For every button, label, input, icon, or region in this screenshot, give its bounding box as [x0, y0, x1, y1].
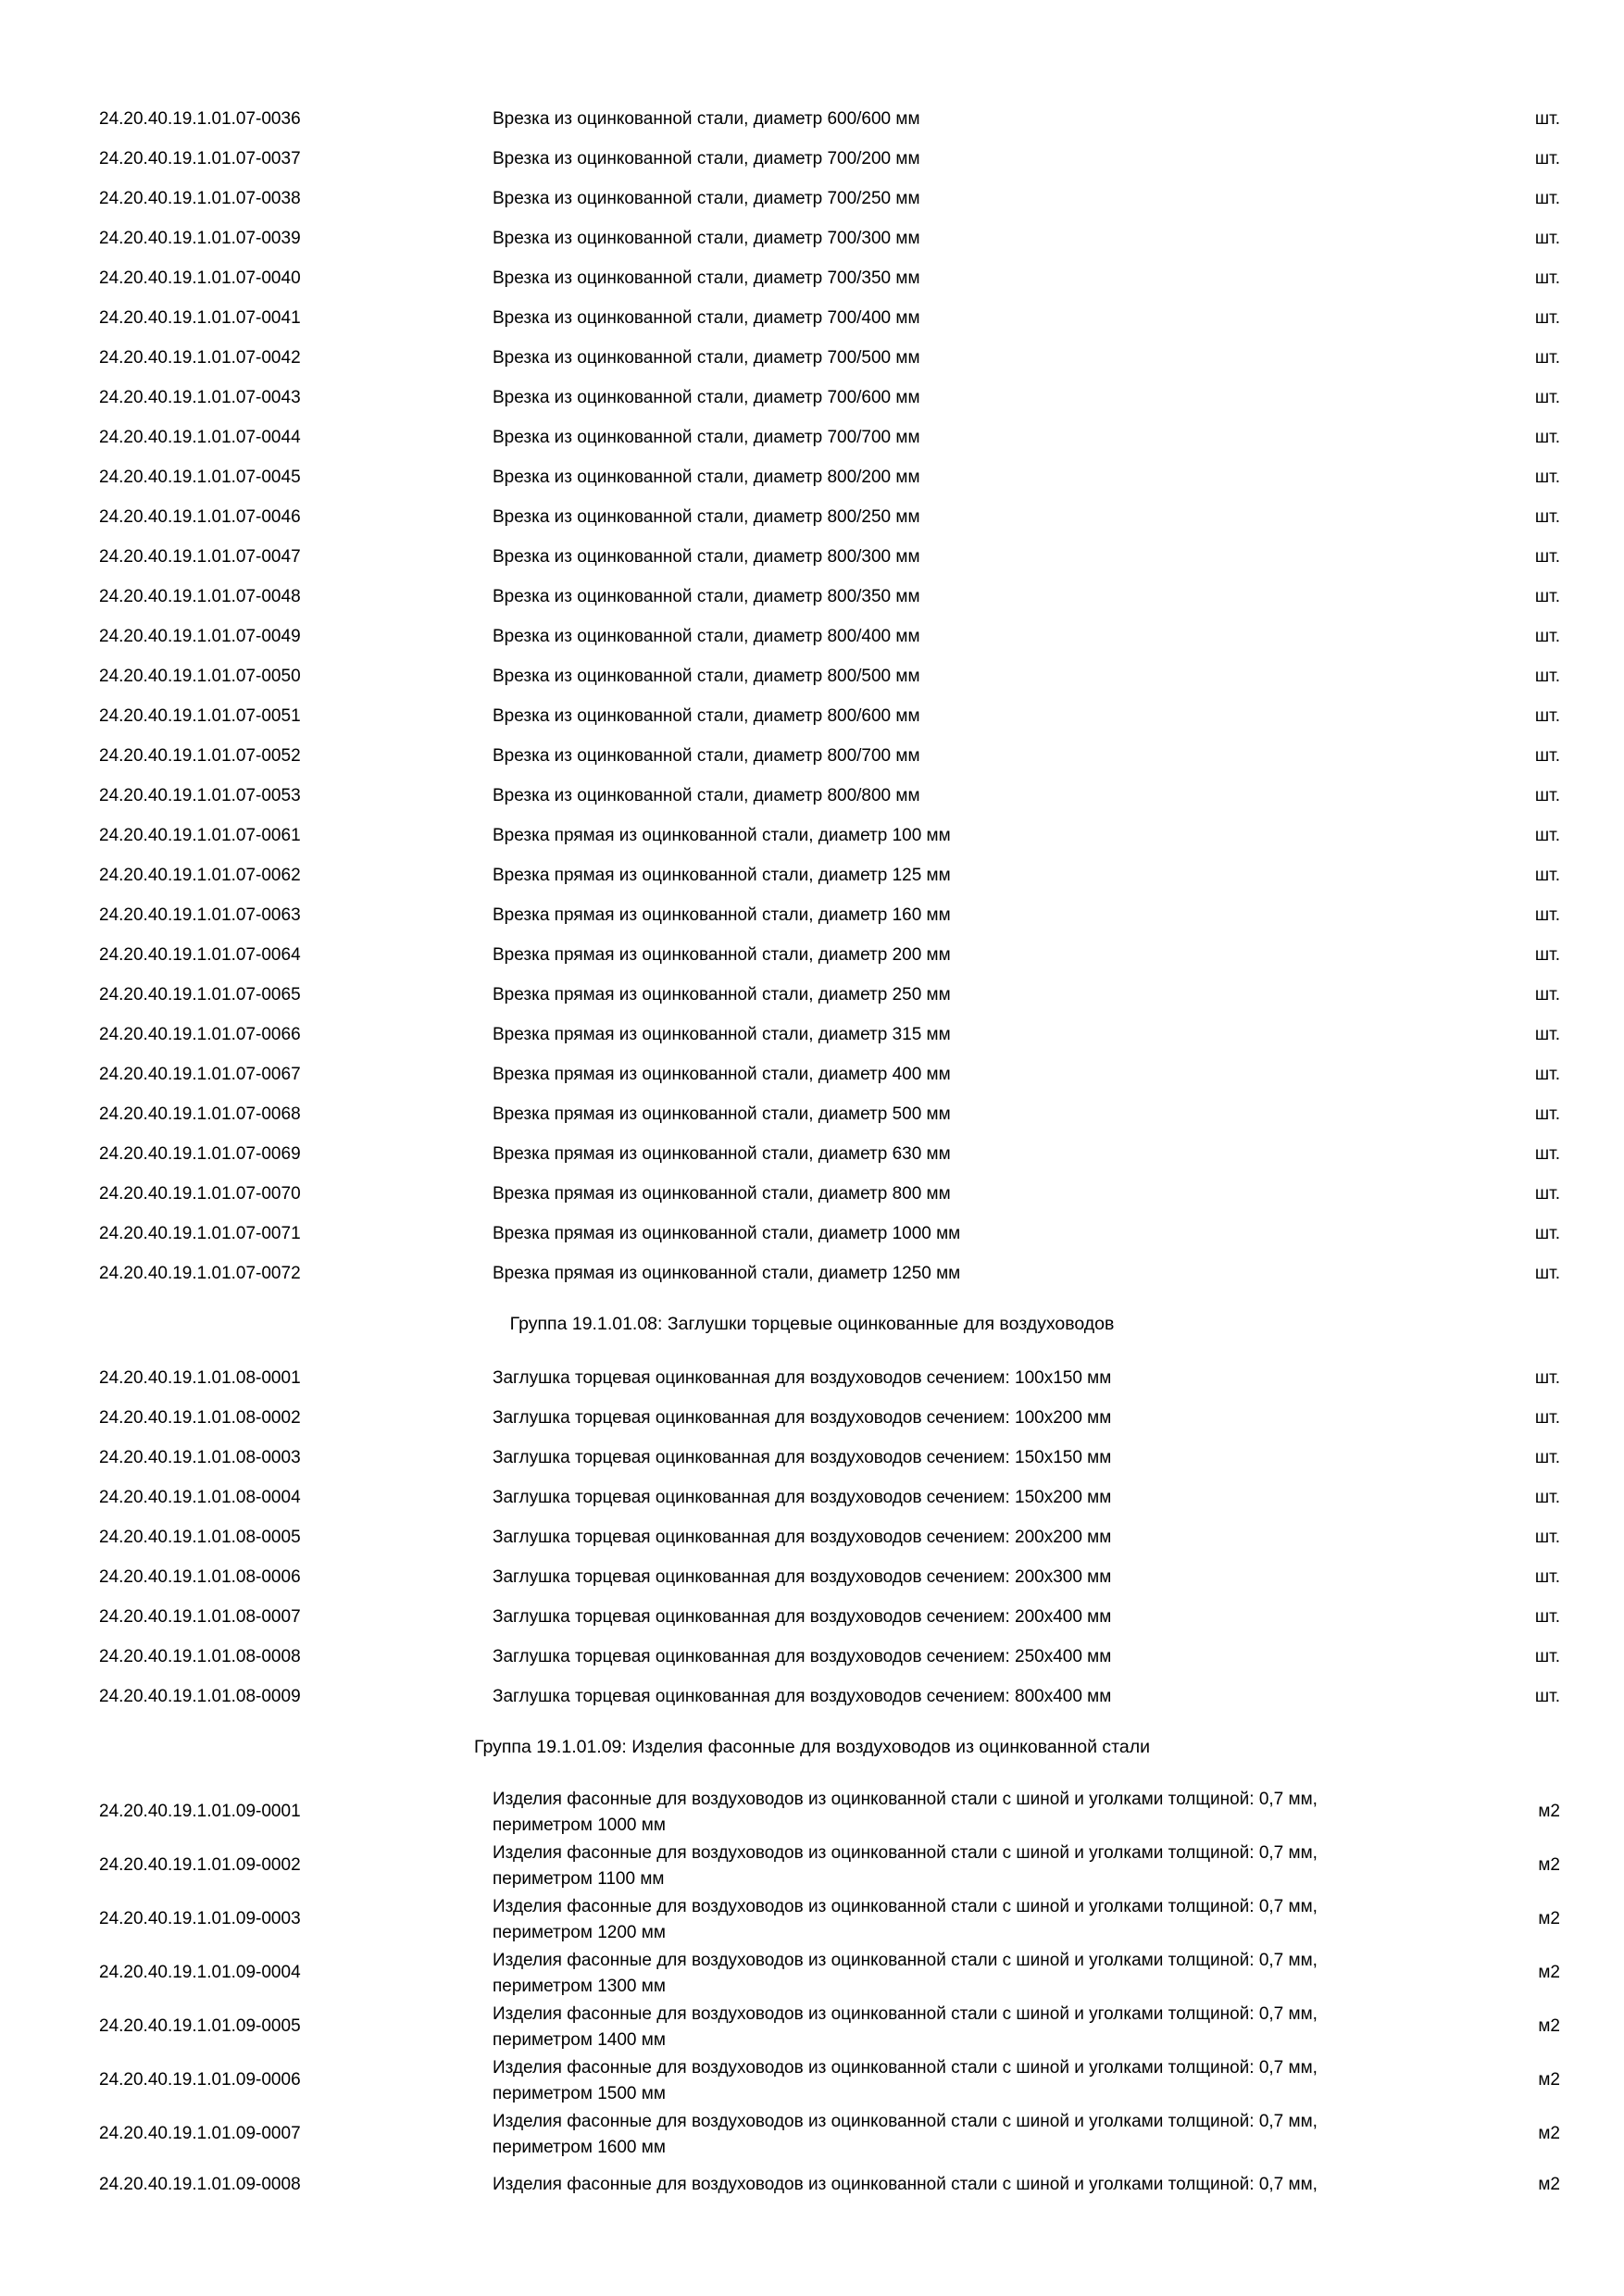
row-name: Заглушка торцевая оцинкованная для воздуховодов сечением: 800х400 мм: [493, 1686, 1112, 1706]
row-name: Врезка из оцинкованной стали, диаметр 800/350 мм: [493, 586, 920, 606]
row-name: [493, 1894, 1428, 1946]
row-unit: шт.: [1534, 1407, 1560, 1428]
row-unit: шт.: [1534, 944, 1560, 965]
table-row: [0, 218, 1624, 258]
row-name-line2: периметром 1200 мм: [493, 1923, 666, 1942]
row-name-line2: периметром 1600 мм: [493, 2138, 666, 2157]
row-name: Врезка из оцинкованной стали, диаметр 800/250 мм: [493, 506, 920, 527]
row-code: 24.20.40.19.1.01.07-0042: [99, 347, 301, 368]
row-name: Врезка прямая из оцинкованной стали, диаметр 160 мм: [493, 905, 951, 925]
row-unit: м2: [1538, 1909, 1560, 1928]
table-row: [0, 1094, 1624, 1134]
row-unit: шт.: [1534, 1487, 1560, 1507]
row-name-line1: Изделия фасонные для воздуховодов из оцинкованной стали с шиной и уголками толщиной: 0,7 мм,: [493, 2004, 1318, 2024]
row-code: 24.20.40.19.1.01.07-0036: [99, 108, 301, 129]
row-unit: шт.: [1534, 228, 1560, 248]
table-row: [0, 736, 1624, 776]
row-code: 24.20.40.19.1.01.08-0009: [99, 1686, 301, 1706]
row-name: Врезка из оцинкованной стали, диаметр 800/300 мм: [493, 546, 920, 567]
table-row: [0, 1478, 1624, 1517]
row-code: 24.20.40.19.1.01.07-0062: [99, 865, 301, 885]
row-code: 24.20.40.19.1.01.07-0039: [99, 228, 301, 248]
row-code: 24.20.40.19.1.01.08-0006: [99, 1566, 301, 1587]
row-code: 24.20.40.19.1.01.07-0040: [99, 268, 301, 288]
row-code: 24.20.40.19.1.01.08-0004: [99, 1487, 301, 1507]
row-code: 24.20.40.19.1.01.08-0007: [99, 1606, 301, 1627]
row-code: 24.20.40.19.1.01.08-0001: [99, 1367, 301, 1388]
table-row: [0, 1214, 1624, 1254]
table-row: [0, 1517, 1624, 1557]
table-row: [0, 418, 1624, 457]
row-unit: шт.: [1534, 427, 1560, 447]
row-code: 24.20.40.19.1.01.07-0070: [99, 1183, 301, 1204]
row-unit: шт.: [1534, 1686, 1560, 1706]
row-name: [493, 2055, 1428, 2107]
row-name: Врезка из оцинкованной стали, диаметр 700/250 мм: [493, 188, 920, 208]
table-row: [0, 776, 1624, 816]
row-unit: м2: [1538, 2016, 1560, 2036]
table-row: [0, 179, 1624, 218]
table-row: [0, 1438, 1624, 1478]
table-row: [0, 895, 1624, 935]
table-row: [0, 2000, 1624, 2053]
row-unit: шт.: [1534, 905, 1560, 925]
row-code: 24.20.40.19.1.01.09-0007: [99, 2124, 301, 2143]
row-unit: шт.: [1534, 705, 1560, 726]
row-name: Врезка прямая из оцинкованной стали, диаметр 500 мм: [493, 1104, 951, 1124]
row-unit: шт.: [1534, 268, 1560, 288]
table-row: [0, 139, 1624, 179]
row-unit: шт.: [1534, 1367, 1560, 1388]
row-unit: шт.: [1534, 1447, 1560, 1467]
table-row: [0, 816, 1624, 855]
group-heading: [0, 1301, 1624, 1347]
row-name: Заглушка торцевая оцинкованная для воздуховодов сечением: 200х400 мм: [493, 1606, 1112, 1627]
row-name: [493, 2002, 1428, 2053]
table-row: [0, 2053, 1624, 2107]
group-title: Группа 19.1.01.09: Изделия фасонные для воздуховодов из оцинкованной стали: [474, 1736, 1150, 1757]
row-name-line1: Изделия фасонные для воздуховодов из оцинкованной стали с шиной и уголками толщиной: 0,7 мм,: [493, 1897, 1318, 1916]
row-unit: шт.: [1534, 188, 1560, 208]
table-row: [0, 1358, 1624, 1398]
table-row: [0, 1677, 1624, 1716]
table-row: [0, 1839, 1624, 1892]
row-name: Врезка из оцинкованной стали, диаметр 800/600 мм: [493, 705, 920, 726]
row-name: Врезка прямая из оцинкованной стали, диаметр 100 мм: [493, 825, 951, 845]
row-name: Врезка прямая из оцинкованной стали, диаметр 800 мм: [493, 1183, 951, 1204]
row-code: 24.20.40.19.1.01.09-0005: [99, 2016, 301, 2036]
row-code: 24.20.40.19.1.01.07-0038: [99, 188, 301, 208]
row-unit: шт.: [1534, 1606, 1560, 1627]
row-name: Врезка из оцинкованной стали, диаметр 700/600 мм: [493, 387, 920, 407]
row-name: Врезка из оцинкованной стали, диаметр 600/600 мм: [493, 108, 920, 129]
row-name: Врезка из оцинкованной стали, диаметр 700/500 мм: [493, 347, 920, 368]
row-name: Врезка из оцинкованной стали, диаметр 800/800 мм: [493, 785, 920, 805]
row-code: 24.20.40.19.1.01.07-0048: [99, 586, 301, 606]
table-row: [0, 1054, 1624, 1094]
row-name: Врезка прямая из оцинкованной стали, диаметр 1000 мм: [493, 1223, 961, 1243]
row-unit: шт.: [1534, 984, 1560, 1004]
row-name: Врезка прямая из оцинкованной стали, диаметр 250 мм: [493, 984, 951, 1004]
row-code: 24.20.40.19.1.01.07-0071: [99, 1223, 301, 1243]
row-unit: шт.: [1534, 626, 1560, 646]
table-row: [0, 2165, 1624, 2204]
row-code: 24.20.40.19.1.01.07-0068: [99, 1104, 301, 1124]
row-unit: шт.: [1534, 1024, 1560, 1044]
row-name-line1: Изделия фасонные для воздуховодов из оцинкованной стали с шиной и уголками толщиной: 0,7 мм,: [493, 2058, 1318, 2078]
row-unit: шт.: [1534, 347, 1560, 368]
row-name-line2: периметром 1400 мм: [493, 2030, 666, 2050]
row-unit: м2: [1538, 2070, 1560, 2090]
table-row: [0, 298, 1624, 338]
table-row: [0, 99, 1624, 139]
row-name: Заглушка торцевая оцинкованная для воздуховодов сечением: 200х200 мм: [493, 1527, 1112, 1547]
row-unit: шт.: [1534, 865, 1560, 885]
row-name: Врезка из оцинкованной стали, диаметр 800/400 мм: [493, 626, 920, 646]
table-row: [0, 2107, 1624, 2161]
table-row: [0, 577, 1624, 617]
table-row: [0, 1254, 1624, 1293]
row-unit: шт.: [1534, 825, 1560, 845]
table-row: [0, 656, 1624, 696]
row-name-line1: Изделия фасонные для воздуховодов из оцинкованной стали с шиной и уголками толщиной: 0,7 мм,: [493, 2112, 1318, 2131]
row-name-line1: Изделия фасонные для воздуховодов из оцинкованной стали с шиной и уголками толщиной: 0,7 мм,: [493, 1843, 1318, 1863]
row-code: 24.20.40.19.1.01.07-0047: [99, 546, 301, 567]
row-name: Врезка прямая из оцинкованной стали, диаметр 315 мм: [493, 1024, 951, 1044]
row-unit: шт.: [1534, 387, 1560, 407]
row-unit: шт.: [1534, 1143, 1560, 1164]
row-unit: шт.: [1534, 785, 1560, 805]
row-code: 24.20.40.19.1.01.09-0002: [99, 1855, 301, 1875]
table-row: [0, 617, 1624, 656]
row-unit: шт.: [1534, 1527, 1560, 1547]
table-row: [0, 935, 1624, 975]
row-name: Врезка из оцинкованной стали, диаметр 700/300 мм: [493, 228, 920, 248]
row-name: Врезка прямая из оцинкованной стали, диаметр 1250 мм: [493, 1263, 961, 1283]
row-name-line1: Изделия фасонные для воздуховодов из оцинкованной стали с шиной и уголками толщиной: 0,7 мм,: [493, 1951, 1318, 1970]
row-name: Заглушка торцевая оцинкованная для воздуховодов сечением: 150х200 мм: [493, 1487, 1112, 1507]
table-row: [0, 1892, 1624, 1946]
row-unit: шт.: [1534, 148, 1560, 168]
row-name: Заглушка торцевая оцинкованная для воздуховодов сечением: 200х300 мм: [493, 1566, 1112, 1587]
row-code: 24.20.40.19.1.01.09-0008: [99, 2174, 301, 2194]
table-row: [0, 975, 1624, 1015]
row-name: [493, 1948, 1428, 2000]
row-name: Врезка из оцинкованной стали, диаметр 800/500 мм: [493, 666, 920, 686]
row-unit: шт.: [1534, 307, 1560, 328]
row-name: Врезка из оцинкованной стали, диаметр 800/200 мм: [493, 467, 920, 487]
row-code: 24.20.40.19.1.01.08-0005: [99, 1527, 301, 1547]
table-row: [0, 1174, 1624, 1214]
row-name: Заглушка торцевая оцинкованная для воздуховодов сечением: 250х400 мм: [493, 1646, 1112, 1666]
row-code: 24.20.40.19.1.01.09-0006: [99, 2070, 301, 2090]
row-name-line2: периметром 1300 мм: [493, 1977, 666, 1996]
row-name: Изделия фасонные для воздуховодов из оцинкованной стали с шиной и уголками толщиной: 0,7 мм,: [493, 2174, 1318, 2194]
row-code: 24.20.40.19.1.01.07-0072: [99, 1263, 301, 1283]
table-row: [0, 1946, 1624, 2000]
row-name-line2: периметром 1500 мм: [493, 2084, 666, 2103]
group-title: Группа 19.1.01.08: Заглушки торцевые оцинкованные для воздуховодов: [509, 1313, 1115, 1334]
row-code: 24.20.40.19.1.01.07-0063: [99, 905, 301, 925]
table-row: [0, 1557, 1624, 1597]
row-code: 24.20.40.19.1.01.07-0052: [99, 745, 301, 766]
table-row: [0, 378, 1624, 418]
table-row: [0, 1398, 1624, 1438]
row-unit: шт.: [1534, 506, 1560, 527]
table-row: [0, 855, 1624, 895]
row-unit: шт.: [1534, 467, 1560, 487]
row-unit: шт.: [1534, 1183, 1560, 1204]
row-code: 24.20.40.19.1.01.09-0003: [99, 1909, 301, 1928]
table-row: [0, 1637, 1624, 1677]
row-code: 24.20.40.19.1.01.08-0002: [99, 1407, 301, 1428]
row-name: Врезка из оцинкованной стали, диаметр 700/200 мм: [493, 148, 920, 168]
row-code: 24.20.40.19.1.01.09-0001: [99, 1802, 301, 1821]
table-row: [0, 1134, 1624, 1174]
row-name: Врезка из оцинкованной стали, диаметр 800/700 мм: [493, 745, 920, 766]
table-row: [0, 457, 1624, 497]
row-unit: шт.: [1534, 1646, 1560, 1666]
row-unit: шт.: [1534, 1263, 1560, 1283]
table-row: [0, 497, 1624, 537]
table-row: [0, 537, 1624, 577]
row-code: 24.20.40.19.1.01.07-0051: [99, 705, 301, 726]
row-code: 24.20.40.19.1.01.08-0003: [99, 1447, 301, 1467]
row-code: 24.20.40.19.1.01.07-0049: [99, 626, 301, 646]
row-code: 24.20.40.19.1.01.09-0004: [99, 1963, 301, 1982]
row-name: Заглушка торцевая оцинкованная для воздуховодов сечением: 150х150 мм: [493, 1447, 1112, 1467]
table-row: [0, 258, 1624, 298]
row-code: 24.20.40.19.1.01.07-0061: [99, 825, 301, 845]
row-code: 24.20.40.19.1.01.07-0045: [99, 467, 301, 487]
row-unit: м2: [1538, 1963, 1560, 1982]
row-unit: шт.: [1534, 546, 1560, 567]
row-code: 24.20.40.19.1.01.07-0050: [99, 666, 301, 686]
row-code: 24.20.40.19.1.01.08-0008: [99, 1646, 301, 1666]
row-code: 24.20.40.19.1.01.07-0066: [99, 1024, 301, 1044]
row-name-line2: периметром 1000 мм: [493, 1816, 666, 1835]
row-unit: шт.: [1534, 666, 1560, 686]
row-unit: шт.: [1534, 745, 1560, 766]
row-unit: м2: [1538, 2174, 1560, 2194]
row-code: 24.20.40.19.1.01.07-0041: [99, 307, 301, 328]
row-name: Врезка прямая из оцинкованной стали, диаметр 630 мм: [493, 1143, 951, 1164]
row-code: 24.20.40.19.1.01.07-0067: [99, 1064, 301, 1084]
row-name: [493, 1841, 1428, 1892]
row-name-line1: Изделия фасонные для воздуховодов из оцинкованной стали с шиной и уголками толщиной: 0,7 мм,: [493, 1790, 1318, 1809]
row-unit: шт.: [1534, 1104, 1560, 1124]
row-unit: шт.: [1534, 1064, 1560, 1084]
row-unit: шт.: [1534, 586, 1560, 606]
row-name: Врезка из оцинкованной стали, диаметр 700/400 мм: [493, 307, 920, 328]
group-heading: [0, 1724, 1624, 1770]
row-code: 24.20.40.19.1.01.07-0065: [99, 984, 301, 1004]
row-unit: м2: [1538, 1855, 1560, 1875]
row-name: [493, 2109, 1428, 2161]
row-name: Врезка прямая из оцинкованной стали, диаметр 125 мм: [493, 865, 951, 885]
table-row: [0, 1597, 1624, 1637]
table-row: [0, 338, 1624, 378]
row-code: 24.20.40.19.1.01.07-0046: [99, 506, 301, 527]
row-unit: шт.: [1534, 1223, 1560, 1243]
row-unit: шт.: [1534, 108, 1560, 129]
table-row: [0, 1785, 1624, 1839]
row-code: 24.20.40.19.1.01.07-0069: [99, 1143, 301, 1164]
row-unit: шт.: [1534, 1566, 1560, 1587]
row-name: Заглушка торцевая оцинкованная для воздуховодов сечением: 100х150 мм: [493, 1367, 1112, 1388]
row-code: 24.20.40.19.1.01.07-0037: [99, 148, 301, 168]
row-code: 24.20.40.19.1.01.07-0064: [99, 944, 301, 965]
row-name: [493, 1787, 1428, 1839]
row-name: Врезка из оцинкованной стали, диаметр 700/350 мм: [493, 268, 920, 288]
row-name: Врезка из оцинкованной стали, диаметр 700/700 мм: [493, 427, 920, 447]
row-code: 24.20.40.19.1.01.07-0044: [99, 427, 301, 447]
row-name: Заглушка торцевая оцинкованная для воздуховодов сечением: 100х200 мм: [493, 1407, 1112, 1428]
row-name-line2: периметром 1100 мм: [493, 1869, 665, 1889]
row-unit: м2: [1538, 1802, 1560, 1821]
row-code: 24.20.40.19.1.01.07-0043: [99, 387, 301, 407]
table-row: [0, 1015, 1624, 1054]
table-row: [0, 696, 1624, 736]
row-unit: м2: [1538, 2124, 1560, 2143]
row-code: 24.20.40.19.1.01.07-0053: [99, 785, 301, 805]
row-name: Врезка прямая из оцинкованной стали, диаметр 200 мм: [493, 944, 951, 965]
row-name: Врезка прямая из оцинкованной стали, диаметр 400 мм: [493, 1064, 951, 1084]
